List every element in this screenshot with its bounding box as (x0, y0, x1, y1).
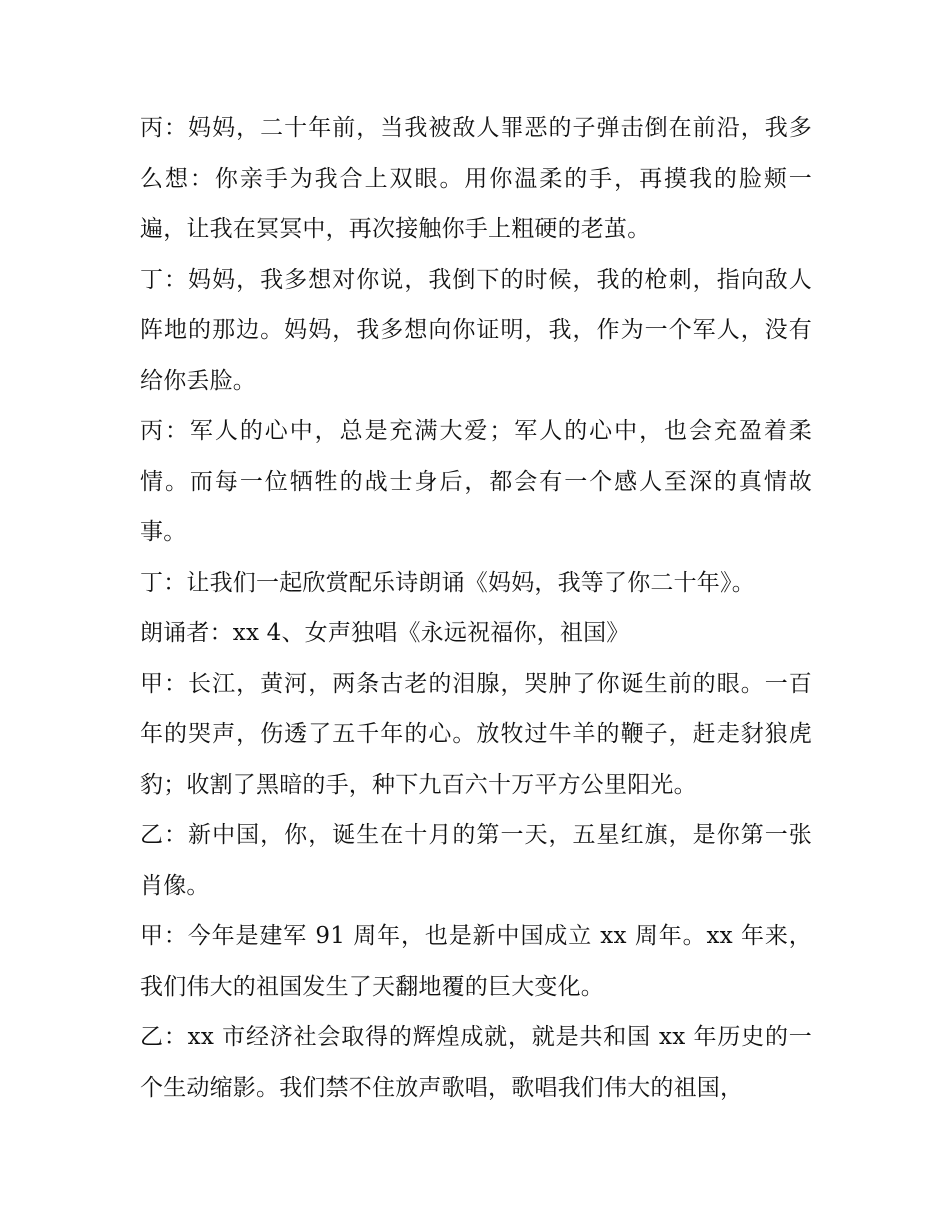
paragraph-1: 丙：妈妈，二十年前，当我被敌人罪恶的子弹击倒在前沿，我多么想：你亲手为我合上双眼。用你温柔的手，再摸我的脸颊一遍，让我在冥冥中，再次接触你手上粗硬的老茧。 (140, 115, 812, 242)
paragraph-6: 甲：长江，黄河，两条古老的泪腺，哭肿了你诞生前的眼。一百年的哭声，伤透了五千年的心。放牧过牛羊的鞭子，赶走豺狼虎豹；收割了黑暗的手，种下九百六十万平方公里阳光。 (140, 670, 812, 798)
paragraph-5: 朗诵者：xx 4、女声独唱《永远祝福你，祖国》 (140, 620, 630, 646)
paragraph-7: 乙：新中国，你，诞生在十月的第一天，五星红旗，是你第一张肖像。 (140, 822, 812, 899)
paragraph-9: 乙：xx 市经济社会取得的辉煌成就，就是共和国 xx 年历史的一个生动缩影。我们禁不住放声歌唱，歌唱我们伟大的祖国， (140, 1024, 812, 1101)
paragraph-4: 丁：让我们一起欣赏配乐诗朗诵《妈妈，我等了你二十年》。 (140, 569, 755, 596)
paragraph-8: 甲：今年是建军 91 周年，也是新中国成立 xx 周年。xx 年来，我们伟大的祖国发生了天翻地覆的巨大变化。 (140, 923, 812, 1000)
paragraph-3: 丙：军人的心中，总是充满大爱；军人的心中，也会充盈着柔情。而每一位牺牲的战士身后，都会有一个感人至深的真情故事。 (140, 418, 812, 545)
paragraph-2: 丁：妈妈，我多想对你说，我倒下的时候，我的枪刺，指向敌人阵地的那边。妈妈，我多想向你证明，我，作为一个军人，没有给你丢脸。 (140, 266, 812, 394)
document-page (140, 103, 812, 1113)
